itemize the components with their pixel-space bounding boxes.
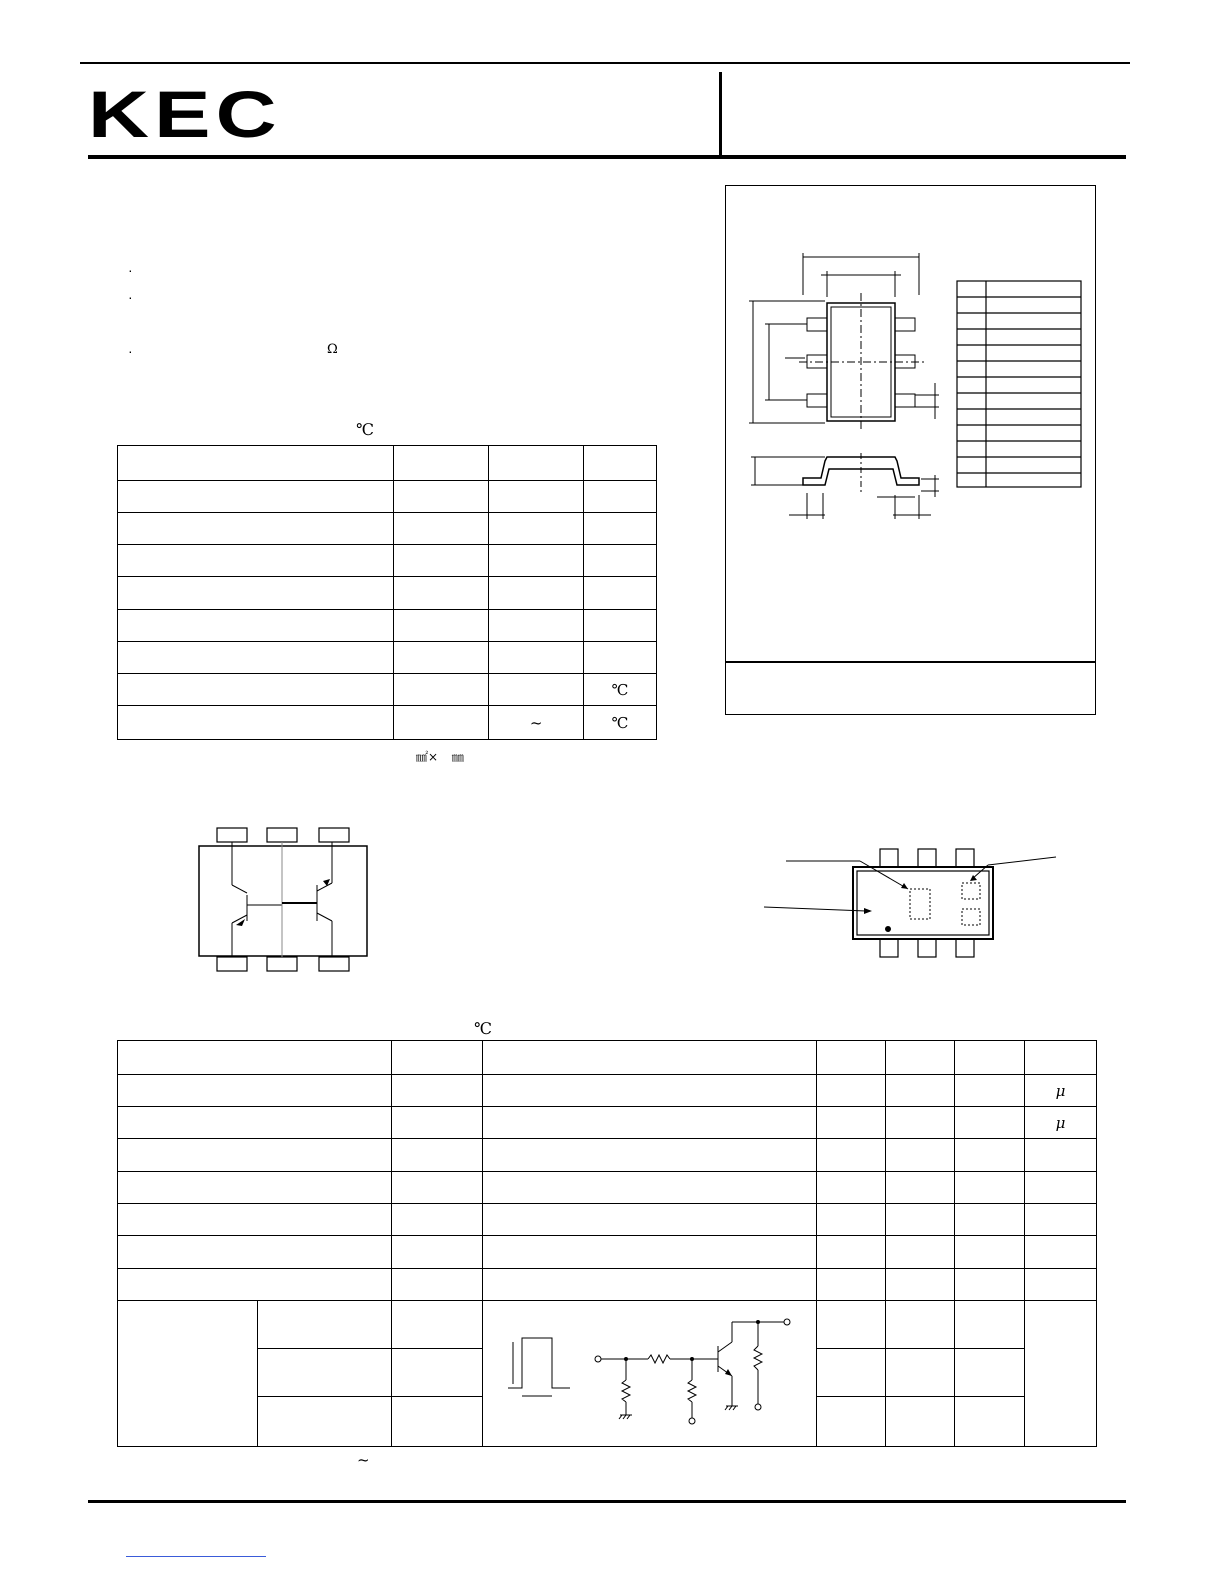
cell <box>886 1301 955 1349</box>
cell <box>817 1269 886 1301</box>
feature-bullet: · <box>128 343 133 359</box>
cell <box>817 1397 886 1447</box>
cell <box>886 1204 955 1236</box>
cell <box>118 513 394 545</box>
cell <box>955 1269 1025 1301</box>
cell <box>584 446 657 481</box>
cell <box>1025 1041 1097 1075</box>
ohm-symbol: Ω <box>327 342 338 357</box>
cell <box>391 1107 482 1139</box>
cell <box>886 1236 955 1269</box>
cell <box>482 1139 817 1172</box>
cell <box>955 1075 1025 1107</box>
cell <box>394 446 489 481</box>
max-ratings-table <box>117 445 657 740</box>
cell <box>118 674 394 706</box>
cell <box>886 1107 955 1139</box>
cell <box>886 1349 955 1397</box>
cell <box>482 1236 817 1269</box>
cell <box>955 1139 1025 1172</box>
feature-bullet: · <box>128 289 133 305</box>
switching-test-circuit <box>500 1310 810 1430</box>
top-rule <box>80 62 1130 64</box>
cell <box>955 1397 1025 1447</box>
cell <box>391 1236 482 1269</box>
cell <box>489 674 584 706</box>
cell <box>118 1236 392 1269</box>
cell <box>482 1107 817 1139</box>
cell <box>1025 1172 1097 1204</box>
cell <box>394 610 489 642</box>
range-cell: ~ <box>489 706 584 740</box>
cell <box>817 1301 886 1349</box>
cell <box>394 545 489 577</box>
cell <box>489 446 584 481</box>
unit-cell: μ <box>1025 1075 1097 1107</box>
cell <box>394 481 489 513</box>
footnote-tilde: ~ <box>357 1451 370 1469</box>
cell <box>391 1204 482 1236</box>
package-box-divider <box>725 661 1096 663</box>
cell <box>118 1041 392 1075</box>
cell <box>584 610 657 642</box>
cell <box>817 1236 886 1269</box>
cell <box>482 1075 817 1107</box>
cell <box>817 1107 886 1139</box>
cell <box>886 1397 955 1447</box>
cell <box>584 642 657 674</box>
cell <box>394 642 489 674</box>
cell <box>584 481 657 513</box>
cell <box>1025 1301 1097 1447</box>
cell <box>1025 1139 1097 1172</box>
cell <box>118 545 394 577</box>
cell <box>118 1172 392 1204</box>
cell <box>886 1075 955 1107</box>
cell <box>118 642 394 674</box>
cell <box>391 1269 482 1301</box>
cell <box>489 610 584 642</box>
cell <box>391 1139 482 1172</box>
unit-cell: ℃ <box>584 674 657 706</box>
cell <box>489 545 584 577</box>
cell <box>118 577 394 610</box>
cell <box>955 1349 1025 1397</box>
cell <box>955 1041 1025 1075</box>
cell <box>817 1041 886 1075</box>
footer-link-underline[interactable] <box>126 1556 266 1557</box>
cell <box>955 1107 1025 1139</box>
cell <box>391 1041 482 1075</box>
cell <box>817 1349 886 1397</box>
feature-bullet: · <box>128 262 133 278</box>
cell <box>584 513 657 545</box>
cell <box>817 1172 886 1204</box>
cell <box>118 706 394 740</box>
cell <box>391 1301 482 1349</box>
cell <box>118 1107 392 1139</box>
cell <box>817 1075 886 1107</box>
cell <box>482 1204 817 1236</box>
cell <box>886 1172 955 1204</box>
cell <box>489 642 584 674</box>
switching-group-cell <box>118 1301 258 1447</box>
cell <box>118 1075 392 1107</box>
equivalent-circuit-diagram <box>195 825 370 975</box>
cell <box>118 481 394 513</box>
cell <box>1025 1269 1097 1301</box>
header-divider <box>719 72 722 158</box>
cell <box>886 1139 955 1172</box>
cell <box>489 513 584 545</box>
cell <box>817 1139 886 1172</box>
cell <box>584 545 657 577</box>
cell <box>817 1204 886 1236</box>
kec-logo: KEC <box>88 77 282 151</box>
cell <box>118 610 394 642</box>
cell <box>955 1204 1025 1236</box>
cell <box>584 577 657 610</box>
cell <box>482 1041 817 1075</box>
cell <box>118 446 394 481</box>
cell <box>118 1139 392 1172</box>
cell <box>955 1301 1025 1349</box>
cell <box>1025 1204 1097 1236</box>
mounting-note-units: ㎟× ㎜ <box>416 750 464 764</box>
cell <box>886 1269 955 1301</box>
cell <box>394 706 489 740</box>
cell <box>257 1397 391 1447</box>
header-rule <box>88 155 1126 159</box>
cell <box>489 577 584 610</box>
cell <box>394 513 489 545</box>
unit-cell: ℃ <box>584 706 657 740</box>
cell <box>391 1172 482 1204</box>
cell <box>955 1236 1025 1269</box>
cell <box>118 1204 392 1236</box>
marking-diagram <box>760 845 1070 965</box>
cell <box>1025 1236 1097 1269</box>
cell <box>489 481 584 513</box>
cell <box>391 1075 482 1107</box>
cell <box>391 1349 482 1397</box>
unit-cell: μ <box>1025 1107 1097 1139</box>
cell <box>955 1172 1025 1204</box>
cell <box>394 577 489 610</box>
elec-char-temp-symbol: ℃ <box>474 1019 492 1038</box>
package-dimension-drawing <box>725 185 1096 661</box>
cell <box>391 1397 482 1447</box>
cell <box>257 1349 391 1397</box>
cell <box>257 1301 391 1349</box>
cell <box>482 1269 817 1301</box>
cell <box>118 1269 392 1301</box>
cell <box>886 1041 955 1075</box>
cell <box>394 674 489 706</box>
footer-rule <box>88 1500 1126 1503</box>
max-rating-temp-symbol: ℃ <box>356 420 374 439</box>
cell <box>482 1172 817 1204</box>
